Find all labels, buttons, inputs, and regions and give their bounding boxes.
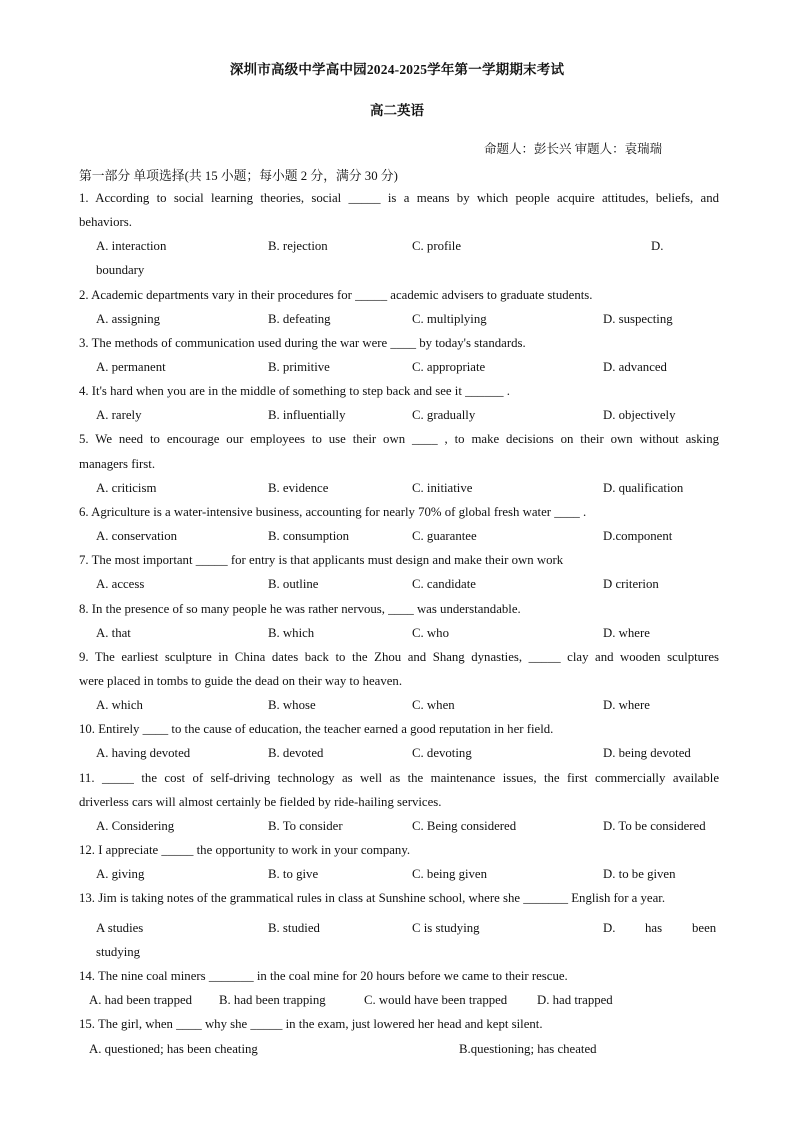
question-11-option-b: B. To consider [268, 819, 343, 833]
question-10-option-b: B. devoted [268, 746, 324, 760]
exam-subtitle: 高二英语 [370, 103, 424, 118]
question-3-option-a: A. permanent [96, 360, 166, 374]
question-7-line-1: 7. The most important _____ for entry is that applicants must design and make their own work [79, 553, 564, 567]
question-1-option-a: A. interaction [96, 239, 167, 253]
question-9-option-a: A. which [96, 698, 143, 712]
question-3-option-b: B. primitive [268, 360, 330, 374]
question-10-option-a: A. having devoted [96, 746, 191, 760]
question-6-option-d: D.component [603, 529, 673, 543]
question-12-option-c: C. being given [412, 867, 487, 881]
exam-authors: 命题人：彭长兴 审题人：袁瑞瑞 [484, 142, 663, 156]
question-10-option-d: D. being devoted [603, 746, 691, 760]
question-8-option-c: C. who [412, 626, 449, 640]
question-13-option-d-word-2: been [692, 921, 717, 935]
question-3-option-d: D. advanced [603, 360, 667, 374]
question-9-line-2: were placed in tombs to guide the dead on their way to heaven. [79, 674, 403, 688]
question-13-option-a: A studies [96, 921, 144, 935]
question-4-option-b: B. influentially [268, 408, 346, 422]
question-4-option-a: A. rarely [96, 408, 142, 422]
question-9-line-1: 9. The earliest sculpture in China dates back to the Zhou and Shang dynasties, _____ clay and wooden sculptures [79, 650, 719, 664]
question-9-option-d: D. where [603, 698, 650, 712]
question-1-option-b: B. rejection [268, 239, 328, 253]
question-3-line-1: 3. The methods of communication used during the war were ____ by today's standards. [79, 336, 526, 350]
question-14-option-b: B. had been trapping [219, 993, 326, 1007]
question-13-option-d: D. [603, 921, 616, 935]
question-13-option-c: C is studying [412, 921, 480, 935]
question-14-line-1: 14. The nine coal miners _______ in the coal mine for 20 hours before we came to their rescue. [79, 969, 568, 983]
section-heading: 第一部分 单项选择(共 15 小题；每小题 2 分，满分 30 分) [79, 169, 398, 183]
question-1-line-2: behaviors. [79, 215, 132, 229]
question-2-option-c: C. multiplying [412, 312, 487, 326]
question-5-option-d: D. qualification [603, 481, 684, 495]
question-11-option-a: A. Considering [96, 819, 175, 833]
question-2-option-d: D. suspecting [603, 312, 673, 326]
question-5-line-1: 5. We need to encourage our employees to use their own ____ , to make decisions on their own without asking [79, 432, 719, 446]
question-12-option-a: A. giving [96, 867, 145, 881]
question-6-option-a: A. conservation [96, 529, 178, 543]
question-14-option-d: D. had trapped [537, 993, 613, 1007]
exam-title: 深圳市高级中学高中园2024-2025学年第一学期期末考试 [229, 62, 565, 77]
question-2-option-a: A. assigning [96, 312, 160, 326]
question-4-option-c: C. gradually [412, 408, 476, 422]
question-12-line-1: 12. I appreciate _____ the opportunity to work in your company. [79, 843, 411, 857]
question-11-option-d: D. To be considered [603, 819, 706, 833]
question-6-option-b: B. consumption [268, 529, 350, 543]
question-1-option-c: C. profile [412, 239, 462, 253]
question-13-option-d-word-1: has [645, 921, 663, 935]
question-1-line-1: 1. According to social learning theories, social _____ is a means by which people acquire attitudes, beliefs, and [79, 191, 719, 205]
question-15-option-b: B.questioning; has cheated [459, 1042, 597, 1056]
question-10-line-1: 10. Entirely ____ to the cause of education, the teacher earned a good reputation in her field. [79, 722, 554, 736]
question-4-line-1: 4. It's hard when you are in the middle of something to step back and see it ______ . [79, 384, 510, 398]
question-8-option-a: A. that [96, 626, 131, 640]
question-12-option-d: D. to be given [603, 867, 676, 881]
question-7-option-c: C. candidate [412, 577, 476, 591]
question-1-option-d-text: boundary [96, 263, 145, 277]
question-13-option-b: B. studied [268, 921, 320, 935]
question-9-option-b: B. whose [268, 698, 316, 712]
question-5-option-b: B. evidence [268, 481, 329, 495]
question-3-option-c: C. appropriate [412, 360, 486, 374]
question-7-option-d: D criterion [603, 577, 659, 591]
question-6-line-1: 6. Agriculture is a water-intensive business, accounting for nearly 70% of global fresh water ____ . [79, 505, 587, 519]
question-1-option-d: D. [651, 239, 664, 253]
question-4-option-d: D. objectively [603, 408, 676, 422]
question-9-option-c: C. when [412, 698, 455, 712]
question-2-line-1: 2. Academic departments vary in their procedures for _____ academic advisers to graduate students. [79, 288, 593, 302]
question-13-line-1: 13. Jim is taking notes of the grammatical rules in class at Sunshine school, where she _______ English for a year. [79, 891, 666, 905]
question-11-line-2: driverless cars will almost certainly be fielded by ride-hailing services. [79, 795, 442, 809]
question-5-option-a: A. criticism [96, 481, 157, 495]
question-8-line-1: 8. In the presence of so many people he was rather nervous, ____ was understandable. [79, 602, 521, 616]
question-7-option-b: B. outline [268, 577, 319, 591]
question-14-option-c: C. would have been trapped [364, 993, 508, 1007]
question-15-option-a: A. questioned; has been cheating [89, 1042, 258, 1056]
question-10-option-c: C. devoting [412, 746, 472, 760]
question-5-line-2: managers first. [79, 457, 156, 471]
question-15-line-1: 15. The girl, when ____ why she _____ in the exam, just lowered her head and kept silent. [79, 1017, 543, 1031]
question-5-option-c: C. initiative [412, 481, 473, 495]
question-11-line-1: 11. _____ the cost of self-driving technology as well as the maintenance issues, the first commercially available [79, 771, 719, 785]
question-12-option-b: B. to give [268, 867, 319, 881]
question-8-option-b: B. which [268, 626, 315, 640]
question-14-option-a: A. had been trapped [89, 993, 193, 1007]
question-11-option-c: C. Being considered [412, 819, 517, 833]
question-7-option-a: A. access [96, 577, 145, 591]
question-6-option-c: C. guarantee [412, 529, 477, 543]
question-2-option-b: B. defeating [268, 312, 331, 326]
question-8-option-d: D. where [603, 626, 650, 640]
question-13-option-d-word-3: studying [96, 945, 141, 959]
